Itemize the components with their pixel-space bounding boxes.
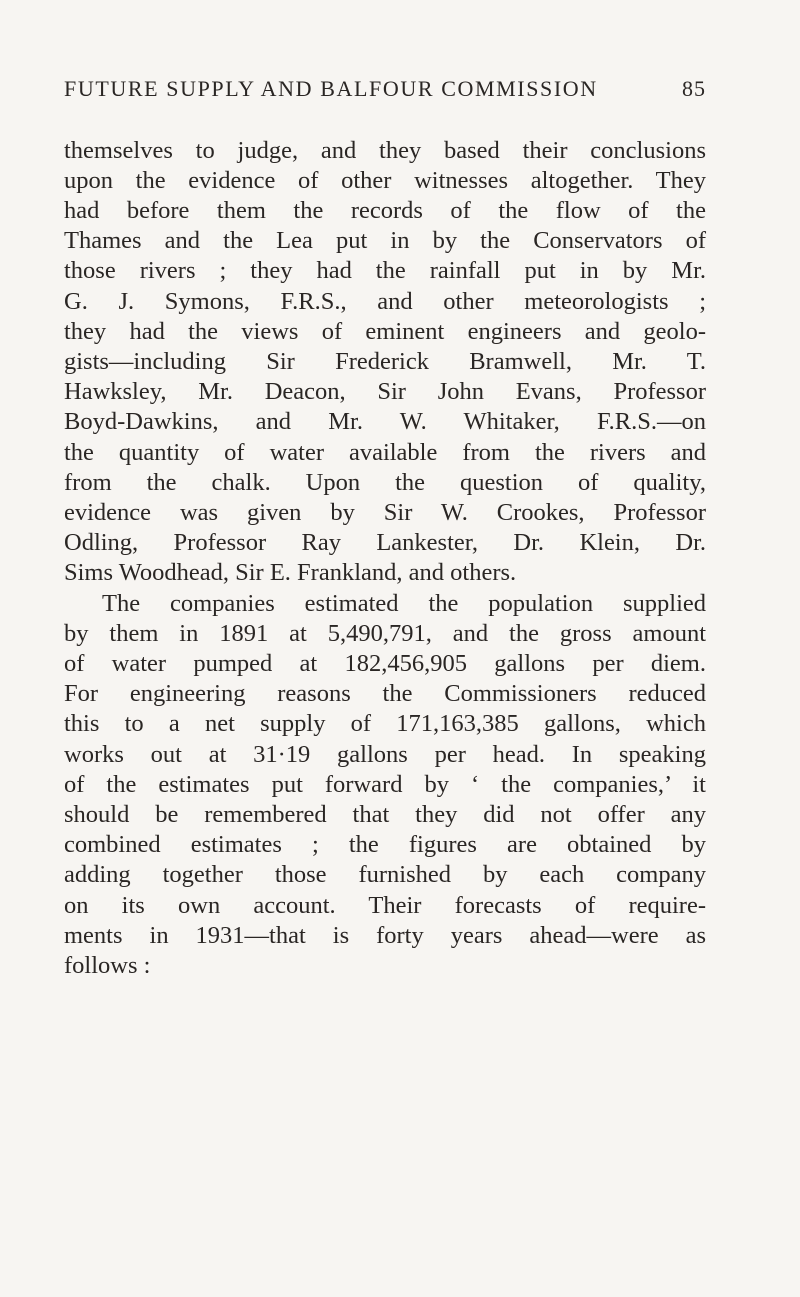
text-line: gists—including Sir Frederick Bramwell, Mr. T. [64,348,706,375]
text-line: of water pumped at 182,456,905 gallons per diem. [64,650,706,677]
text-line: themselves to judge, and they based their conclusions [64,137,706,164]
text-line: upon the evidence of other witnesses altogether. They [64,167,706,194]
text-line: works out at 31·19 gallons per head. In speaking [64,741,706,768]
text-line: Hawksley, Mr. Deacon, Sir John Evans, Professor [64,378,706,405]
text-line: evidence was given by Sir W. Crookes, Professor [64,499,706,526]
text-line: from the chalk. Upon the question of quality, [64,469,706,496]
text-line: had before them the records of the flow of the [64,197,706,224]
text-line: For engineering reasons the Commissioners reduced [64,680,706,707]
paragraph-first-line: The companies estimated the population supplied [102,590,706,617]
text-line: on its own account. Their forecasts of require- [64,892,706,919]
text-line: Odling, Professor Ray Lankester, Dr. Klein, Dr. [64,529,706,556]
text-line: those rivers ; they had the rainfall put in by Mr. [64,257,706,284]
text-line: the quantity of water available from the rivers and [64,439,706,466]
text-line: Boyd-Dawkins, and Mr. W. Whitaker, F.R.S.—on [64,408,706,435]
text-line: Sims Woodhead, Sir E. Frankland, and others. [64,559,517,586]
text-line: follows : [64,952,151,979]
text-line: of the estimates put forward by ‘ the companies,’ it [64,771,706,798]
text-line: Thames and the Lea put in by the Conservators of [64,227,706,254]
text-line: should be remembered that they did not offer any [64,801,706,828]
running-head-title: FUTURE SUPPLY AND BALFOUR COMMISSION [64,76,598,101]
page-number: 85 [682,76,706,101]
text-line: this to a net supply of 171,163,385 gallons, which [64,710,706,737]
text-line: they had the views of eminent engineers and geolo- [64,318,706,345]
text-line: by them in 1891 at 5,490,791, and the gross amount [64,620,706,647]
text-line: adding together those furnished by each company [64,861,706,888]
text-line: G. J. Symons, F.R.S., and other meteorologists ; [64,288,706,315]
text-line: combined estimates ; the figures are obtained by [64,831,706,858]
text-line: ments in 1931—that is forty years ahead—were as [64,922,706,949]
running-head [64,76,706,116]
